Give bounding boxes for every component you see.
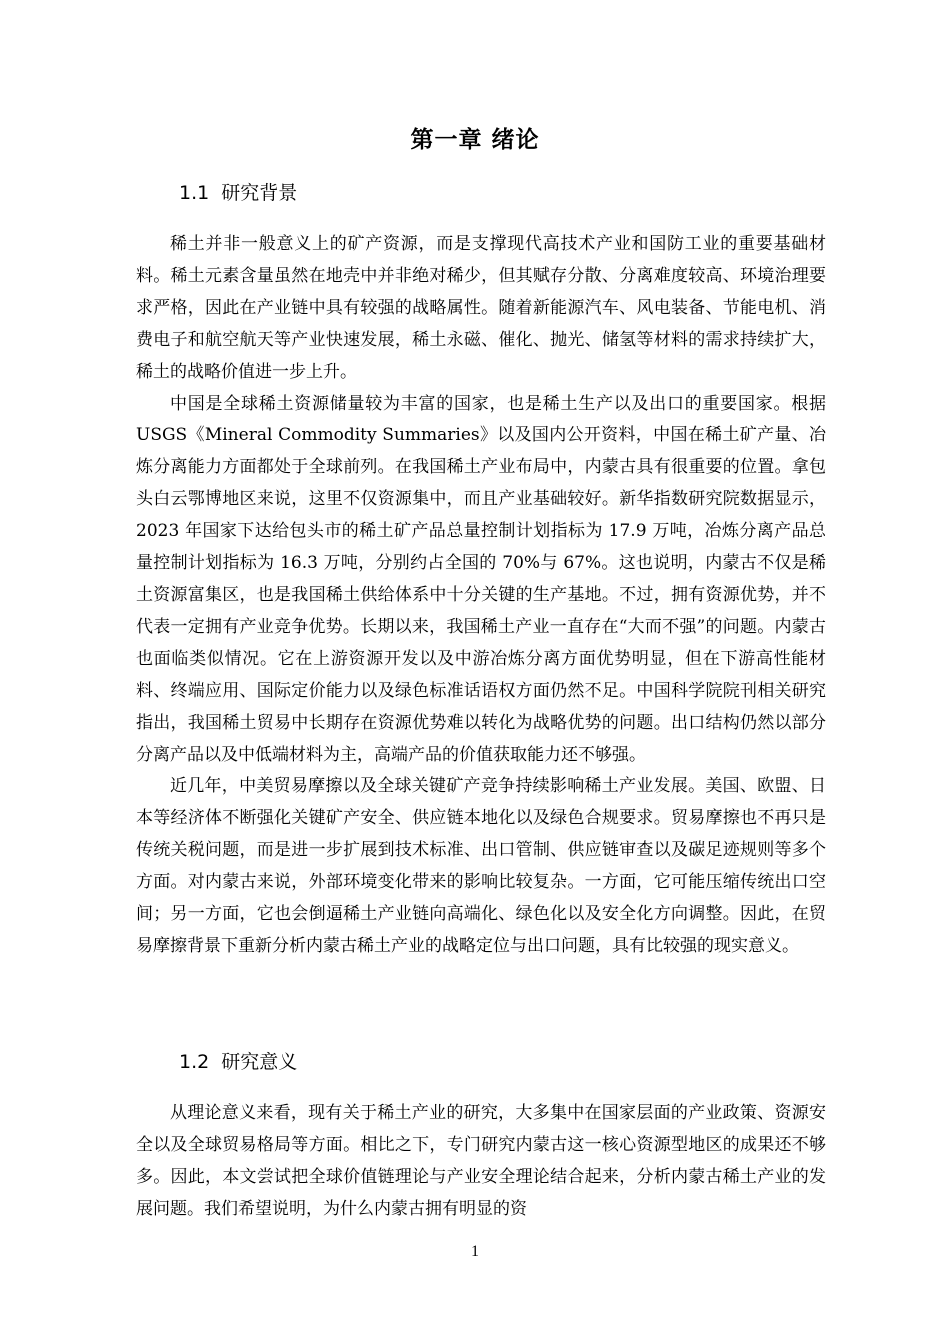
paragraph: 从理论意义来看，现有关于稀土产业的研究，大多集中在国家层面的产业政策、资源安全以及全球贸易格局等方面。相比之下，专门研究内蒙古这一核心资源型地区的成果还不够多。因此，本文尝试把全球价值链理论与产业安全理论结合起来，分析内蒙古稀土产业的发展问题。我们希望说明，为什么内蒙古拥有明显的资 [136,1103,826,1219]
section-heading-research-significance [179,1047,297,1077]
page-number: 1 [471,1243,479,1260]
section-body-research-background [136,229,826,963]
section-number: 1.1 [179,182,210,204]
section-body-research-significance [136,1098,826,1226]
section-title: 研究背景 [221,182,298,204]
paragraph: 稀土并非一般意义上的矿产资源，而是支撑现代高技术产业和国防工业的重要基础材料。稀土元素含量虽然在地壳中并非绝对稀少，但其赋存分散、分离难度较高、环境治理要求严格，因此在产业链中具有较强的战略属性。随着新能源汽车、风电装备、节能电机、消费电子和航空航天等产业快速发展，稀土永磁、催化、抛光、储氢等材料的需求持续扩大，稀土的战略价值进一步上升。 [136,234,826,382]
section-title: 研究意义 [221,1051,298,1073]
chapter-title: 第一章 绪论 [410,127,540,153]
paragraph: 近几年，中美贸易摩擦以及全球关键矿产竞争持续影响稀土产业发展。美国、欧盟、日本等经济体不断强化关键矿产安全、供应链本地化以及绿色合规要求。贸易摩擦也不再只是传统关税问题，而是进一步扩展到技术标准、出口管制、供应链审查以及碳足迹规则等多个方面。对内蒙古来说，外部环境变化带来的影响比较复杂。一方面，它可能压缩传统出口空间；另一方面，它也会倒逼稀土产业链向高端化、绿色化以及安全化方向调整。因此，在贸易摩擦背景下重新分析内蒙古稀土产业的战略定位与出口问题，具有比较强的现实意义。 [136,776,826,956]
section-heading-research-background [179,178,297,208]
section-number: 1.2 [179,1051,210,1073]
paragraph: 中国是全球稀土资源储量较为丰富的国家，也是稀土生产以及出口的重要国家。根据 USGS《Mineral Commodity Summaries》以及国内公开资料，中国在稀土矿产量、冶炼分离能力方面都处于全球前列。在我国稀土产业布局中，内蒙古具有很重要的位置。拿包头白云鄂博地区来说，这里不仅资源集中，而且产业基础较好。新华指数研究院数据显示，2023 年国家下达给包头市的稀土矿产品总量控制计划指标为 17.9 万吨，冶炼分离产品总量控制计划指标为 16.3 万吨，分别约占全国的 70%与 67%。这也说明，内蒙古不仅是稀土资源富集区，也是我国稀土供给体系中十分关键的生产基地。不过，拥有资源优势，并不代表一定拥有产业竞争优势。长期以来，我国稀土产业一直存在“大而不强”的问题。内蒙古也面临类似情况。它在上游资源开发以及中游冶炼分离方面优势明显，但在下游高性能材料、终端应用、国际定价能力以及绿色标准话语权方面仍然不足。中国科学院院刊相关研究指出，我国稀土贸易中长期存在资源优势难以转化为战略优势的问题。出口结构仍然以部分分离产品以及中低端材料为主，高端产品的价值获取能力还不够强。 [136,393,826,765]
